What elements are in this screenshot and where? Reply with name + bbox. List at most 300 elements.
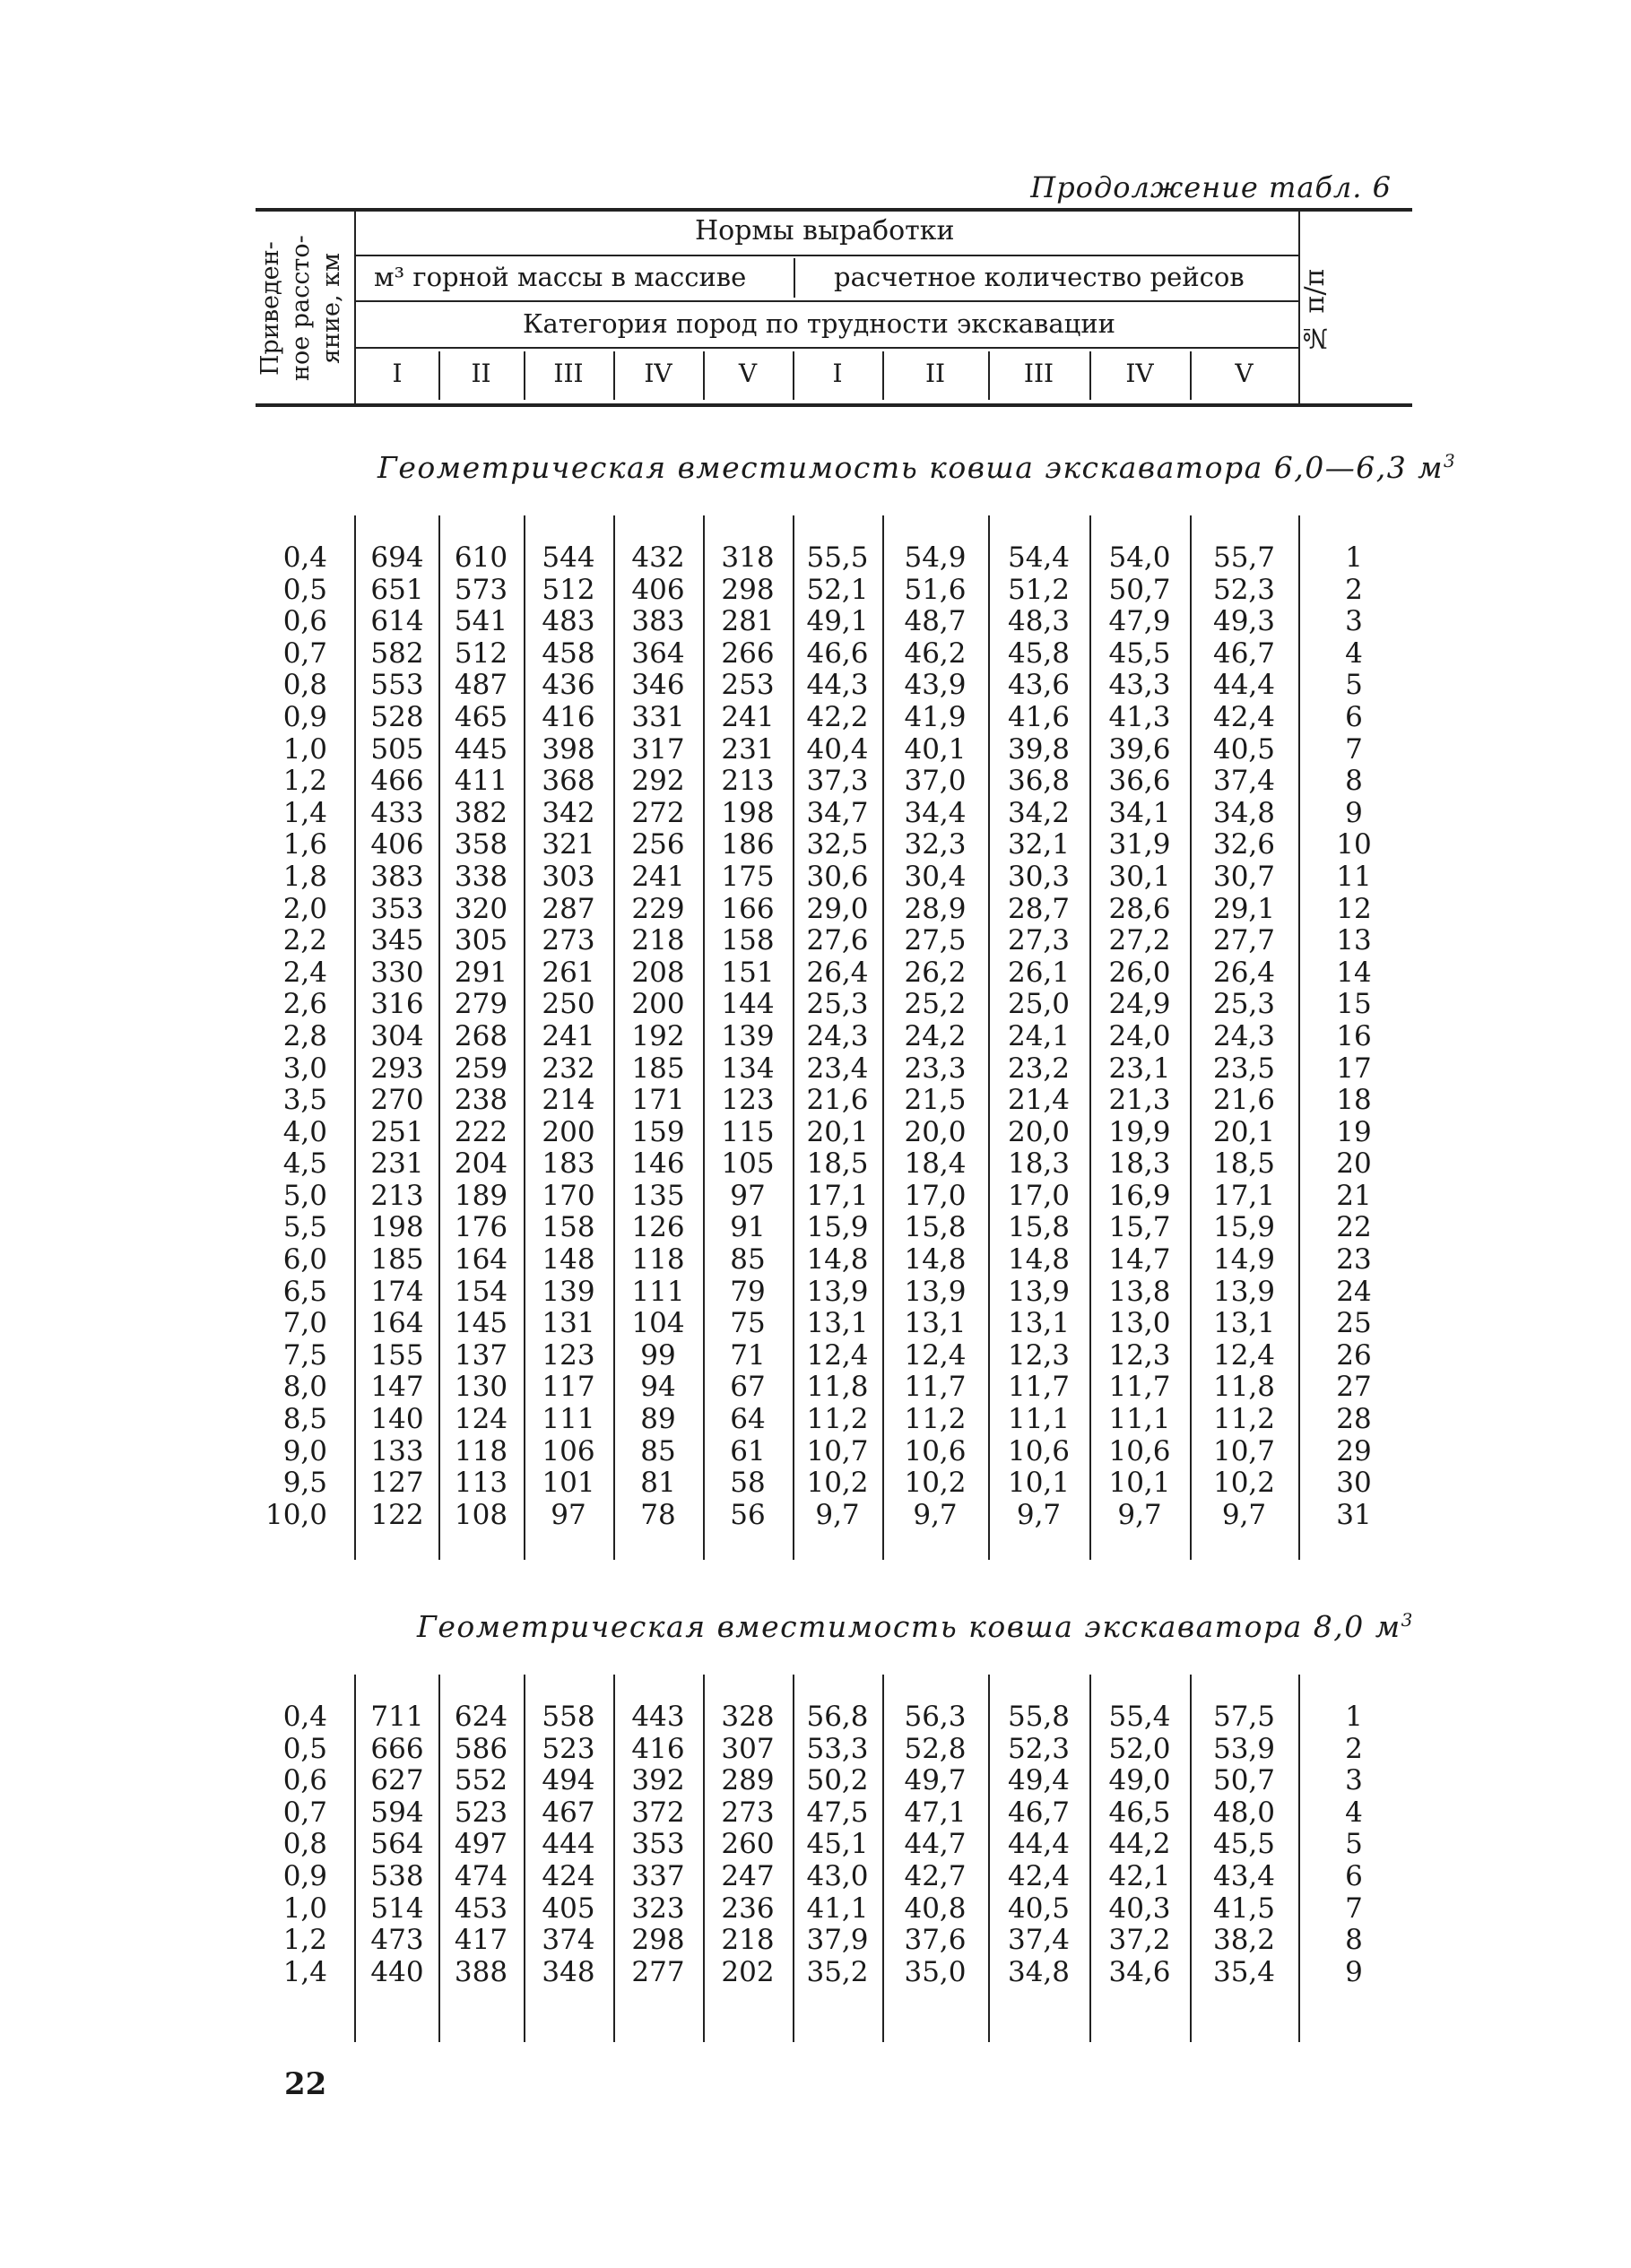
data-column xyxy=(524,542,613,1531)
table-cell: 34,6 xyxy=(1108,1955,1171,1988)
table-cell: 346 xyxy=(631,669,685,702)
table-cell: 36,6 xyxy=(1108,765,1171,798)
table-cell: 353 xyxy=(370,892,424,925)
table-cell: 14,8 xyxy=(1007,1243,1071,1277)
data-column xyxy=(613,1701,703,1988)
category-label: V xyxy=(1235,359,1254,388)
table-cell: 10,1 xyxy=(1108,1467,1171,1500)
table-cell: 26 xyxy=(1336,1338,1372,1372)
table-cell: 528 xyxy=(370,700,424,733)
table-cell: 10 xyxy=(1336,828,1372,861)
table-cell: 27,7 xyxy=(1212,924,1276,957)
table-cell: 27,5 xyxy=(904,924,967,957)
category-label: III xyxy=(1023,359,1054,388)
table-cell: 304 xyxy=(370,1019,424,1052)
table-cell: 25,3 xyxy=(1212,988,1276,1021)
table-cell: 10,0 xyxy=(265,1498,327,1531)
table-cell: 15,8 xyxy=(1007,1211,1071,1244)
table-cell: 368 xyxy=(542,765,595,798)
table-cell: 23,2 xyxy=(1007,1052,1071,1085)
table-cell: 41,1 xyxy=(806,1891,869,1925)
table-cell: 64 xyxy=(730,1403,766,1436)
table-cell: 11,1 xyxy=(1007,1403,1071,1436)
table-cell: 666 xyxy=(370,1732,424,1765)
table-cell: 467 xyxy=(542,1796,595,1829)
table-cell: 1,0 xyxy=(282,1891,327,1925)
table-cell: 18 xyxy=(1336,1084,1372,1117)
table-cell: 382 xyxy=(454,796,508,829)
table-cell: 272 xyxy=(631,796,685,829)
table-cell: 26,0 xyxy=(1108,956,1171,989)
table-cell: 6 xyxy=(1345,1859,1363,1892)
data-column xyxy=(438,542,524,1531)
table-cell: 67 xyxy=(730,1371,766,1404)
table-cell: 43,9 xyxy=(904,669,967,702)
table-cell: 7,0 xyxy=(282,1307,327,1340)
table-cell: 26,2 xyxy=(904,956,967,989)
table-cell: 523 xyxy=(542,1732,595,1765)
data-table-1 xyxy=(256,515,1412,1560)
table-cell: 43,4 xyxy=(1212,1859,1276,1892)
table-cell: 2,4 xyxy=(282,956,327,989)
table-cell: 25 xyxy=(1336,1307,1372,1340)
table-cell: 154 xyxy=(454,1275,508,1308)
table-cell: 24,3 xyxy=(1212,1019,1276,1052)
table-cell: 241 xyxy=(542,1019,595,1052)
distance-column-header: Приведен- ное рассто- яние, км xyxy=(256,235,345,382)
table-cell: 316 xyxy=(370,988,424,1021)
table-cell: 0,7 xyxy=(282,1796,327,1829)
table-cell: 123 xyxy=(721,1084,775,1117)
table-cell: 298 xyxy=(721,573,775,606)
table-cell: 266 xyxy=(721,636,775,670)
table-cell: 594 xyxy=(370,1796,424,1829)
table-cell: 30,7 xyxy=(1212,860,1276,893)
table-cell: 458 xyxy=(542,636,595,670)
table-cell: 8 xyxy=(1345,765,1363,798)
table-cell: 47,1 xyxy=(904,1796,967,1829)
table-cell: 117 xyxy=(542,1371,595,1404)
table-cell: 11 xyxy=(1336,860,1372,893)
category-divider xyxy=(1190,351,1192,400)
table-cell: 46,2 xyxy=(904,636,967,670)
table-cell: 45,5 xyxy=(1212,1828,1276,1861)
table-cell: 124 xyxy=(454,1403,508,1436)
table-cell: 34,2 xyxy=(1007,796,1071,829)
table-cell: 236 xyxy=(721,1891,775,1925)
table-cell: 12,3 xyxy=(1108,1338,1171,1372)
data-column xyxy=(793,1701,882,1988)
table-cell: 392 xyxy=(631,1764,685,1797)
table-cell: 287 xyxy=(542,892,595,925)
table-cell: 24,2 xyxy=(904,1019,967,1052)
table-cell: 105 xyxy=(721,1147,775,1181)
table-cell: 273 xyxy=(542,924,595,957)
table-cell: 214 xyxy=(542,1084,595,1117)
page-number: 22 xyxy=(284,2066,327,2102)
table-cell: 113 xyxy=(454,1467,508,1500)
table-cell: 330 xyxy=(370,956,424,989)
table-cell: 37,0 xyxy=(904,765,967,798)
table-cell: 293 xyxy=(370,1052,424,1085)
table-cell: 4 xyxy=(1345,636,1363,670)
table-cell: 424 xyxy=(542,1859,595,1892)
table-cell: 42,4 xyxy=(1212,700,1276,733)
table-cell: 9 xyxy=(1345,1955,1363,1988)
table-cell: 24,9 xyxy=(1108,988,1171,1021)
table-cell: 11,1 xyxy=(1108,1403,1171,1436)
table-cell: 342 xyxy=(542,796,595,829)
table-cell: 11,2 xyxy=(904,1403,967,1436)
table-cell: 231 xyxy=(721,732,775,766)
category-divider xyxy=(613,351,615,400)
table-cell: 253 xyxy=(721,669,775,702)
table-cell: 494 xyxy=(542,1764,595,1797)
table-cell: 13,1 xyxy=(1007,1307,1071,1340)
table-cell: 30 xyxy=(1336,1467,1372,1500)
table-cell: 320 xyxy=(454,892,508,925)
table-cell: 26,1 xyxy=(1007,956,1071,989)
category-subheader: Категория пород по трудности экскавации xyxy=(523,308,1115,339)
table-cell: 46,6 xyxy=(806,636,869,670)
table-cell: 46,7 xyxy=(1007,1796,1071,1829)
table-cell: 34,1 xyxy=(1108,796,1171,829)
table-cell: 42,4 xyxy=(1007,1859,1071,1892)
table-cell: 614 xyxy=(370,605,424,638)
table-cell: 9,7 xyxy=(1221,1498,1267,1531)
table-cell: 158 xyxy=(721,924,775,957)
table-cell: 24,1 xyxy=(1007,1019,1071,1052)
header-rule-3 xyxy=(356,347,1298,349)
table-cell: 232 xyxy=(542,1052,595,1085)
table-cell: 440 xyxy=(370,1955,424,1988)
table-cell: 0,5 xyxy=(282,573,327,606)
table-cell: 298 xyxy=(631,1924,685,1957)
table-cell: 9,7 xyxy=(913,1498,958,1531)
table-cell: 41,3 xyxy=(1108,700,1171,733)
table-cell: 0,8 xyxy=(282,669,327,702)
table-cell: 42,1 xyxy=(1108,1859,1171,1892)
table-cell: 514 xyxy=(370,1891,424,1925)
table-cell: 8,0 xyxy=(282,1371,327,1404)
table-cell: 11,8 xyxy=(806,1371,869,1404)
table-cell: 44,2 xyxy=(1108,1828,1171,1861)
table-cell: 52,8 xyxy=(904,1732,967,1765)
table-cell: 20,0 xyxy=(904,1115,967,1148)
table-cell: 627 xyxy=(370,1764,424,1797)
table-cell: 20,1 xyxy=(806,1115,869,1148)
table-cell: 0,8 xyxy=(282,1828,327,1861)
table-cell: 11,7 xyxy=(1108,1371,1171,1404)
table-cell: 151 xyxy=(721,956,775,989)
category-divider xyxy=(882,351,884,400)
table-cell: 48,0 xyxy=(1212,1796,1276,1829)
table-cell: 40,8 xyxy=(904,1891,967,1925)
table-cell: 13,1 xyxy=(1212,1307,1276,1340)
table-cell: 54,9 xyxy=(904,541,967,574)
table-cell: 48,3 xyxy=(1007,605,1071,638)
table-cell: 134 xyxy=(721,1052,775,1085)
table-cell: 338 xyxy=(454,860,508,893)
table-cell: 406 xyxy=(370,828,424,861)
table-cell: 3 xyxy=(1345,1764,1363,1797)
table-cell: 29,1 xyxy=(1212,892,1276,925)
table-cell: 185 xyxy=(370,1243,424,1277)
table-cell: 5,0 xyxy=(282,1179,327,1212)
table-cell: 9,7 xyxy=(1016,1498,1062,1531)
table-cell: 383 xyxy=(631,605,685,638)
table-cell: 44,3 xyxy=(806,669,869,702)
table-cell: 37,2 xyxy=(1108,1924,1171,1957)
table-cell: 101 xyxy=(542,1467,595,1500)
data-column xyxy=(613,542,703,1531)
table-cell: 307 xyxy=(721,1732,775,1765)
table-cell: 436 xyxy=(542,669,595,702)
table-cell: 564 xyxy=(370,1828,424,1861)
table-cell: 38,2 xyxy=(1212,1924,1276,1957)
table-cell: 204 xyxy=(454,1147,508,1181)
table-cell: 2,0 xyxy=(282,892,327,925)
table-cell: 12,4 xyxy=(806,1338,869,1372)
table-cell: 277 xyxy=(631,1955,685,1988)
table-cell: 41,9 xyxy=(904,700,967,733)
table-cell: 46,7 xyxy=(1212,636,1276,670)
table-cell: 23,1 xyxy=(1108,1052,1171,1085)
table-cell: 85 xyxy=(640,1434,676,1467)
table-cell: 303 xyxy=(542,860,595,893)
table-cell: 13,8 xyxy=(1108,1275,1171,1308)
table-cell: 0,9 xyxy=(282,700,327,733)
table-cell: 251 xyxy=(370,1115,424,1148)
table-cell: 1,2 xyxy=(282,1924,327,1957)
table-cell: 487 xyxy=(454,669,508,702)
category-label: I xyxy=(832,359,843,388)
table-cell: 345 xyxy=(370,924,424,957)
table-cell: 13,1 xyxy=(904,1307,967,1340)
table-cell: 259 xyxy=(454,1052,508,1085)
table-cell: 26,4 xyxy=(1212,956,1276,989)
table-cell: 279 xyxy=(454,988,508,1021)
table-cell: 24,3 xyxy=(806,1019,869,1052)
table-cell: 25,0 xyxy=(1007,988,1071,1021)
table-cell: 51,6 xyxy=(904,573,967,606)
table-cell: 164 xyxy=(370,1307,424,1340)
table-cell: 75 xyxy=(730,1307,766,1340)
category-divider xyxy=(1089,351,1091,400)
table-cell: 53,3 xyxy=(806,1732,869,1765)
table-cell: 34,8 xyxy=(1212,796,1276,829)
table-cell: 39,6 xyxy=(1108,732,1171,766)
trips-subheader: расчетное количество рейсов xyxy=(834,262,1245,292)
table-cell: 19,9 xyxy=(1108,1115,1171,1148)
table-cell: 17 xyxy=(1336,1052,1372,1085)
table-cell: 1 xyxy=(1345,1701,1363,1733)
table-cell: 13,0 xyxy=(1108,1307,1171,1340)
table-cell: 42,2 xyxy=(806,700,869,733)
table-cell: 174 xyxy=(370,1275,424,1308)
table-cell: 552 xyxy=(454,1764,508,1797)
table-cell: 238 xyxy=(454,1084,508,1117)
table-cell: 55,8 xyxy=(1007,1701,1071,1733)
table-cell: 31,9 xyxy=(1108,828,1171,861)
table-cell: 43,6 xyxy=(1007,669,1071,702)
category-label: V xyxy=(738,359,758,388)
table-cell: 17,1 xyxy=(806,1179,869,1212)
table-cell: 52,0 xyxy=(1108,1732,1171,1765)
table-cell: 11,2 xyxy=(1212,1403,1276,1436)
table-cell: 10,6 xyxy=(1007,1434,1071,1467)
continuation-label: Продолжение табл. 6 xyxy=(1030,170,1392,204)
table-cell: 1 xyxy=(1345,541,1363,574)
table-cell: 2,8 xyxy=(282,1019,327,1052)
table-cell: 50,7 xyxy=(1212,1764,1276,1797)
table-cell: 497 xyxy=(454,1828,508,1861)
table-cell: 91 xyxy=(730,1211,766,1244)
table-cell: 256 xyxy=(631,828,685,861)
table-cell: 10,6 xyxy=(904,1434,967,1467)
table-cell: 13,9 xyxy=(806,1275,869,1308)
table-cell: 29,0 xyxy=(806,892,869,925)
table-cell: 47,9 xyxy=(1108,605,1171,638)
table-cell: 23,3 xyxy=(904,1052,967,1085)
table-cell: 331 xyxy=(631,700,685,733)
table-cell: 51,2 xyxy=(1007,573,1071,606)
table-cell: 185 xyxy=(631,1052,685,1085)
table-cell: 317 xyxy=(631,732,685,766)
table-cell: 183 xyxy=(542,1147,595,1181)
table-cell: 711 xyxy=(370,1701,424,1733)
table-cell: 13,9 xyxy=(1007,1275,1071,1308)
table-cell: 31 xyxy=(1336,1498,1372,1531)
table-cell: 42,7 xyxy=(904,1859,967,1892)
table-cell: 49,1 xyxy=(806,605,869,638)
data-column xyxy=(1300,1701,1408,1988)
table-cell: 14,8 xyxy=(806,1243,869,1277)
table-cell: 198 xyxy=(370,1211,424,1244)
table-cell: 213 xyxy=(370,1179,424,1212)
table-cell: 372 xyxy=(631,1796,685,1829)
table-cell: 99 xyxy=(640,1338,676,1372)
table-cell: 118 xyxy=(631,1243,685,1277)
table-cell: 52,1 xyxy=(806,573,869,606)
table-cell: 323 xyxy=(631,1891,685,1925)
table-cell: 17,0 xyxy=(1007,1179,1071,1212)
category-label: I xyxy=(392,359,403,388)
table-cell: 318 xyxy=(721,541,775,574)
table-cell: 28,7 xyxy=(1007,892,1071,925)
table-cell: 328 xyxy=(721,1701,775,1733)
table-cell: 186 xyxy=(721,828,775,861)
table-cell: 41,6 xyxy=(1007,700,1071,733)
section-title-1: Геометрическая вместимость ковша экскаватора 6,0—6,3 $м^3$ xyxy=(377,450,1457,485)
table-cell: 115 xyxy=(721,1115,775,1148)
table-cell: 56,3 xyxy=(904,1701,967,1733)
data-table-2 xyxy=(256,1675,1412,2042)
data-column xyxy=(1190,542,1298,1531)
section-title-2: Геометрическая вместимость ковша экскаватора 8,0 $м^3$ xyxy=(417,1609,1414,1644)
table-cell: 558 xyxy=(542,1701,595,1733)
table-cell: 43,3 xyxy=(1108,669,1171,702)
table-cell: 19 xyxy=(1336,1115,1372,1148)
table-cell: 140 xyxy=(370,1403,424,1436)
table-cell: 28,9 xyxy=(904,892,967,925)
table-cell: 18,3 xyxy=(1108,1147,1171,1181)
table-cell: 106 xyxy=(542,1434,595,1467)
table-cell: 16,9 xyxy=(1108,1179,1171,1212)
table-cell: 21,6 xyxy=(806,1084,869,1117)
data-column xyxy=(356,542,438,1531)
table-cell: 358 xyxy=(454,828,508,861)
data-column xyxy=(703,542,793,1531)
table-cell: 27,2 xyxy=(1108,924,1171,957)
table-cell: 0,9 xyxy=(282,1859,327,1892)
table-cell: 25,2 xyxy=(904,988,967,1021)
table-cell: 36,8 xyxy=(1007,765,1071,798)
table-cell: 13,9 xyxy=(1212,1275,1276,1308)
table-cell: 0,4 xyxy=(282,541,327,574)
table-cell: 0,7 xyxy=(282,636,327,670)
table-cell: 364 xyxy=(631,636,685,670)
table-cell: 111 xyxy=(631,1275,685,1308)
table-cell: 9,5 xyxy=(282,1467,327,1500)
table-cell: 229 xyxy=(631,892,685,925)
table-cell: 97 xyxy=(730,1179,766,1212)
table-cell: 12,4 xyxy=(1212,1338,1276,1372)
table-cell: 374 xyxy=(542,1924,595,1957)
table-cell: 10,2 xyxy=(806,1467,869,1500)
table-cell: 305 xyxy=(454,924,508,957)
table-cell: 55,7 xyxy=(1212,541,1276,574)
table-cell: 0,6 xyxy=(282,605,327,638)
table-cell: 27 xyxy=(1336,1371,1372,1404)
table-cell: 218 xyxy=(631,924,685,957)
table-cell: 43,0 xyxy=(806,1859,869,1892)
table-cell: 416 xyxy=(542,700,595,733)
table-cell: 291 xyxy=(454,956,508,989)
table-cell: 53,9 xyxy=(1212,1732,1276,1765)
header-rule-1 xyxy=(356,255,1298,256)
table-cell: 353 xyxy=(631,1828,685,1861)
table-cell: 41,5 xyxy=(1212,1891,1276,1925)
table-cell: 54,0 xyxy=(1108,541,1171,574)
table-cell: 538 xyxy=(370,1859,424,1892)
table-cell: 147 xyxy=(370,1371,424,1404)
table-cell: 166 xyxy=(721,892,775,925)
table-cell: 52,3 xyxy=(1212,573,1276,606)
table-cell: 130 xyxy=(454,1371,508,1404)
table-cell: 155 xyxy=(370,1338,424,1372)
table-cell: 144 xyxy=(721,988,775,1021)
table-cell: 624 xyxy=(454,1701,508,1733)
table-cell: 37,4 xyxy=(1007,1924,1071,1957)
table-cell: 45,5 xyxy=(1108,636,1171,670)
table-cell: 202 xyxy=(721,1955,775,1988)
table-cell: 40,5 xyxy=(1007,1891,1071,1925)
data-column xyxy=(793,542,882,1531)
table-cell: 6,5 xyxy=(282,1275,327,1308)
table-cell: 40,4 xyxy=(806,732,869,766)
data-column xyxy=(1300,542,1408,1531)
table-cell: 49,4 xyxy=(1007,1764,1071,1797)
table-cell: 49,0 xyxy=(1108,1764,1171,1797)
table-cell: 1,0 xyxy=(282,732,327,766)
table-cell: 17,0 xyxy=(904,1179,967,1212)
table-cell: 15,7 xyxy=(1108,1211,1171,1244)
table-cell: 12 xyxy=(1336,892,1372,925)
table-cell: 127 xyxy=(370,1467,424,1500)
category-label: IV xyxy=(644,359,672,388)
table-cell: 94 xyxy=(640,1371,676,1404)
